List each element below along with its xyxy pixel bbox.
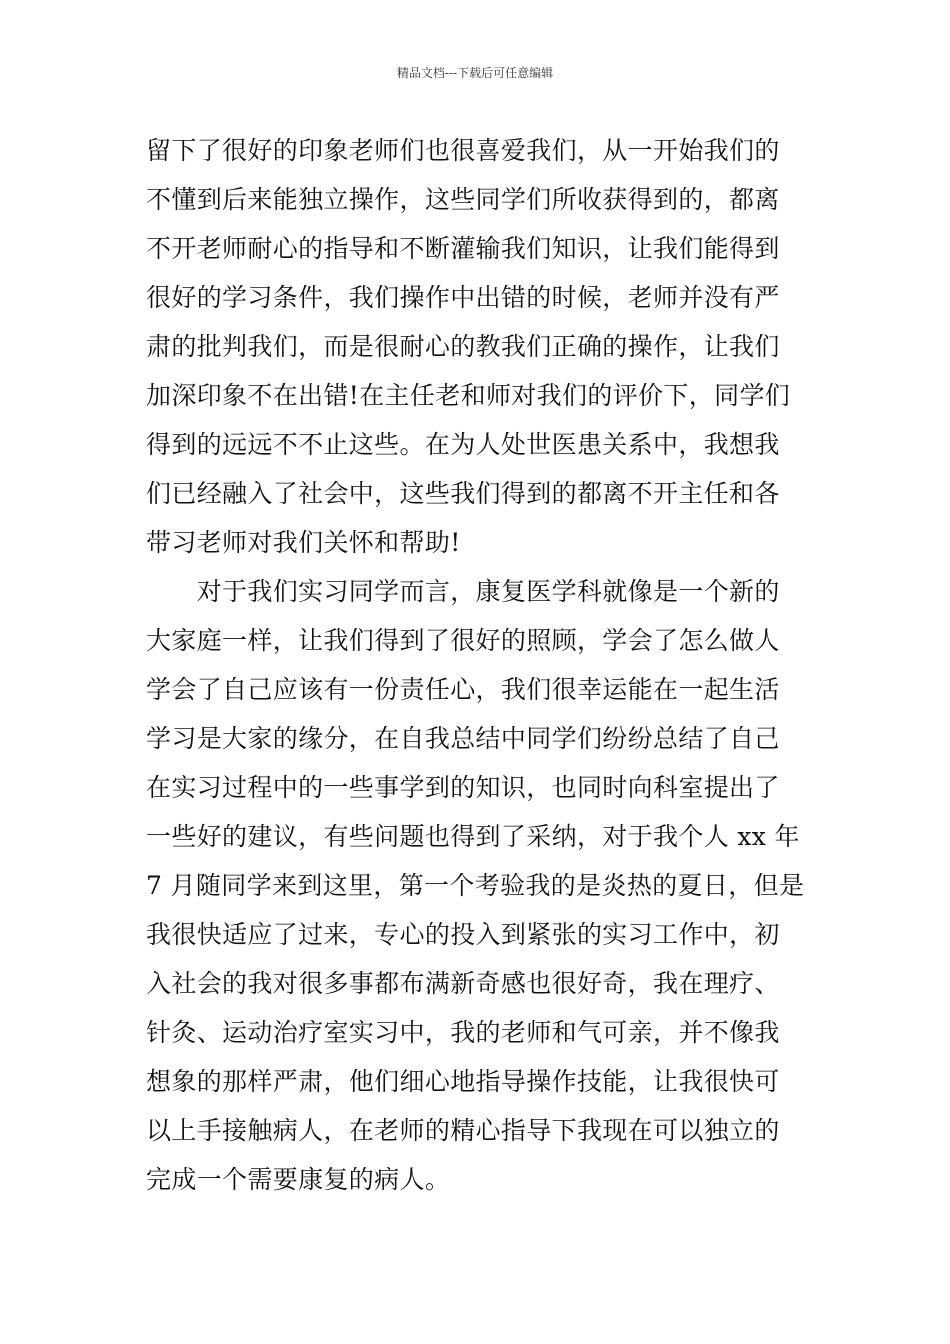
text-line: 我很快适应了过来，专心的投入到紧张的实习工作中，初 (146, 920, 780, 949)
text-line: 大家庭一样，让我们得到了很好的照顾，学会了怎么做人 (146, 626, 780, 655)
text-line: 完成一个需要康复的病人。 (146, 1165, 451, 1194)
text-line: 不懂到后来能独立操作，这些同学们所收获得到的，都离 (146, 185, 780, 214)
text-line: 加深印象不在出错!在主任老和师对我们的评价下，同学们 (146, 381, 791, 410)
text-line: 针灸、运动治疗室实习中，我的老师和气可亲，并不像我 (146, 1018, 780, 1047)
text-line: 入社会的我对很多事都布满新奇感也很好奇，我在理疗、 (146, 969, 780, 998)
text-line: 以上手接触病人，在老师的精心指导下我现在可以独立的 (146, 1116, 780, 1145)
text-line: 很好的学习条件，我们操作中出错的时候，老师并没有严 (146, 283, 780, 312)
document-body (146, 126, 810, 1204)
text-line: 得到的远远不不止这些。在为人处世医患关系中，我想我 (146, 430, 780, 459)
text-line: 学会了自己应该有一份责任心，我们很幸运能在一起生活 (146, 675, 780, 704)
text-line: 留下了很好的印象老师们也很喜爱我们，从一开始我们的 (146, 136, 780, 165)
page-header: 精品文档---下载后可任意编辑 (396, 66, 554, 80)
text-line: 学习是大家的缘分，在自我总结中同学们纷纷总结了自己 (146, 724, 780, 753)
text-line: 想象的那样严肃，他们细心地指导操作技能，让我很快可 (146, 1067, 780, 1096)
text-line: 们已经融入了社会中，这些我们得到的都离不开主任和各 (146, 479, 780, 508)
text-line: 带习老师对我们关怀和帮助! (146, 528, 461, 557)
text-line: 在实习过程中的一些事学到的知识，也同时向科室提出了 (146, 773, 780, 802)
text-line: 一些好的建议，有些问题也得到了采纳，对于我个人 xx 年 (146, 822, 800, 851)
text-line: 对于我们实习同学而言，康复医学科就像是一个新的 (146, 577, 780, 606)
text-line: 7 月随同学来到这里，第一个考验我的是炎热的夏日，但是 (146, 871, 805, 900)
text-line: 肃的批判我们，而是很耐心的教我们正确的操作，让我们 (146, 332, 780, 361)
text-line: 不开老师耐心的指导和不断灌输我们知识，让我们能得到 (146, 234, 780, 263)
